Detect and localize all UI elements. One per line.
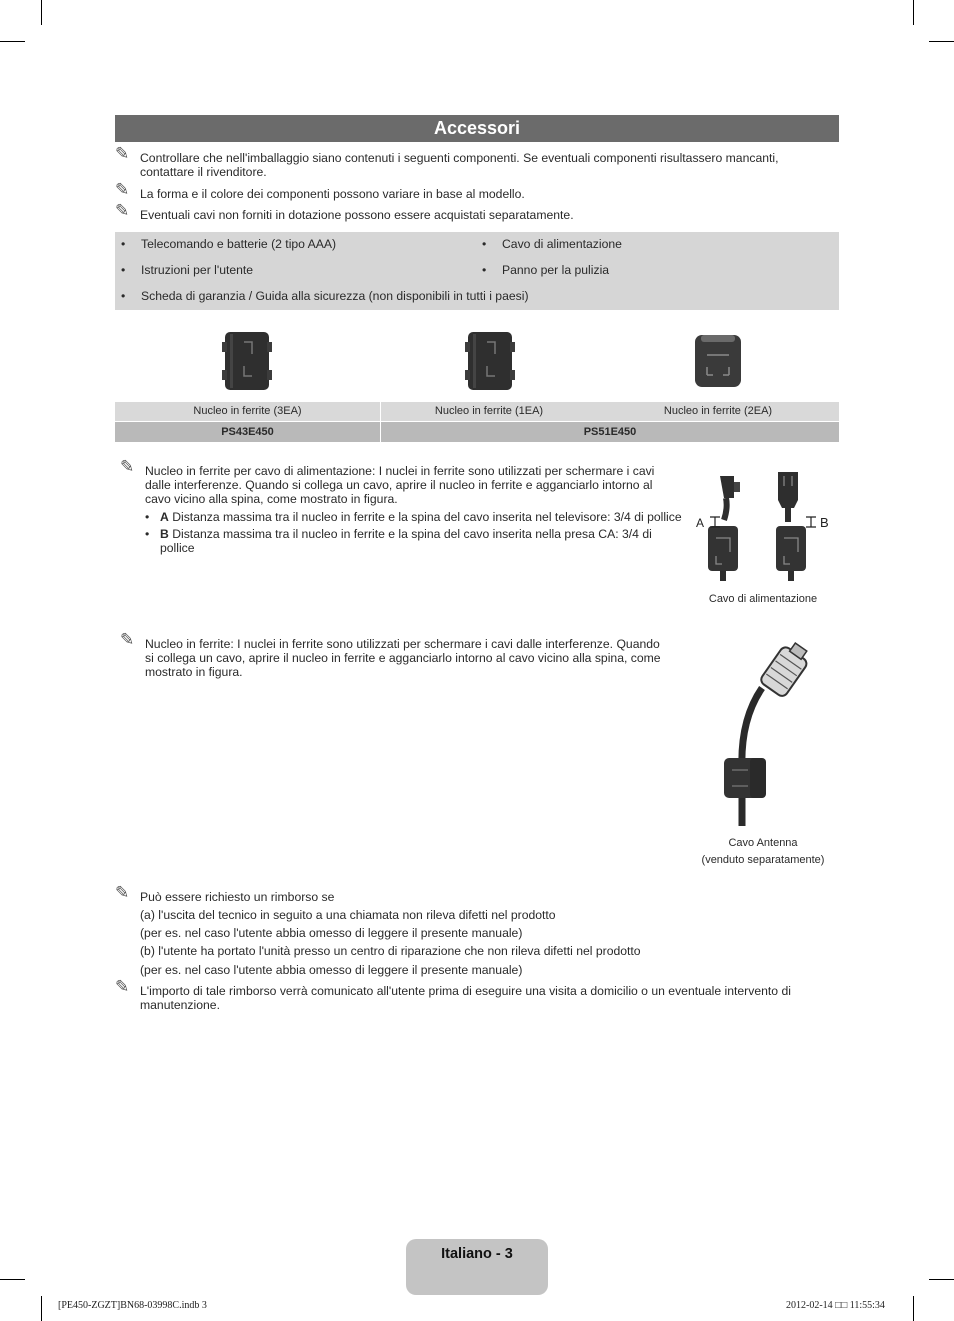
sub-item-text: Distanza massima tra il nucleo in ferrite e la spina del cavo inserita nel televisore: 3/4 di pollice bbox=[172, 510, 682, 524]
print-slug-left: [PE450-ZGZT]BN68-03998C.indb 3 bbox=[58, 1300, 207, 1311]
note-line: Nucleo in ferrite per cavo di alimentazione: I nuclei in ferrite sono utilizzati per schermare i cavi bbox=[145, 464, 655, 478]
power-cord-illustration bbox=[692, 468, 832, 583]
list-item: (per es. nel caso l'utente abbia omesso di leggere il presente manuale) bbox=[140, 926, 523, 940]
label-a-figure: A bbox=[696, 516, 705, 530]
note-line: Eventuali cavi non forniti in dotazione possono essere acquistati separatamente. bbox=[140, 208, 574, 222]
bullet: • bbox=[121, 263, 126, 277]
pencil-note-icon: ✎ bbox=[115, 977, 130, 997]
accessory-label: Panno per la pulizia bbox=[502, 263, 610, 277]
label-b-figure: B bbox=[820, 515, 829, 530]
note-line: La forma e il colore dei componenti possono variare in base al modello. bbox=[140, 187, 525, 201]
page-number-tab bbox=[406, 1239, 548, 1295]
note-line: si collega un cavo, aprire il nucleo in ferrite e agganciarlo intorno al cavo vicino alla spina, come bbox=[145, 651, 661, 665]
list-item: (b) l'utente ha portato l'unità presso un centro di riparazione che non rileva difetti nel prodotto bbox=[140, 944, 641, 958]
ferrite-core-image bbox=[693, 333, 743, 389]
table-cell: Nucleo in ferrite (3EA) bbox=[193, 405, 302, 417]
sub-item-a bbox=[160, 510, 682, 524]
figure-caption: (venduto separatamente) bbox=[701, 854, 825, 866]
accessory-label: Telecomando e batterie (2 tipo AAA) bbox=[141, 237, 337, 251]
bullet: • bbox=[482, 263, 487, 277]
crop-mark bbox=[929, 1279, 954, 1280]
ferrite-core-image bbox=[222, 330, 272, 392]
note-shape-color bbox=[115, 180, 839, 203]
pencil-note-icon: ✎ bbox=[115, 201, 130, 221]
ferrite-core-image bbox=[465, 330, 515, 392]
print-slug-right: 2012-02-14 □□ 11:55:34 bbox=[786, 1300, 885, 1311]
page-number: Italiano - 3 bbox=[441, 1246, 513, 1262]
crop-mark bbox=[913, 0, 914, 25]
figure-caption: Cavo di alimentazione bbox=[708, 593, 818, 605]
note-power-ferrite bbox=[120, 457, 682, 559]
antenna-cable-illustration bbox=[710, 640, 820, 830]
model-cell: PS43E450 bbox=[221, 426, 274, 438]
table-row bbox=[115, 402, 839, 421]
sub-item-b bbox=[160, 527, 652, 541]
figure-caption: Cavo Antenna bbox=[728, 837, 798, 849]
note-line: manutenzione. bbox=[140, 998, 220, 1012]
note-line: cavo vicino alla spina, come mostrato in figura. bbox=[145, 492, 398, 506]
crop-mark bbox=[913, 1296, 914, 1321]
pencil-note-icon: ✎ bbox=[120, 457, 135, 477]
bullet: • bbox=[482, 237, 487, 251]
crop-mark bbox=[929, 41, 954, 42]
table-cell: Nucleo in ferrite (1EA) bbox=[434, 405, 544, 417]
accessory-label: Scheda di garanzia / Guida alla sicurezza (non disponibili in tutti i paesi) bbox=[141, 289, 529, 303]
crop-mark bbox=[0, 41, 25, 42]
note-line: L'importo di tale rimborso verrà comunicato all'utente prima di eseguire una visita a domicilio o un eventuale intervento di bbox=[140, 984, 791, 998]
note-refund bbox=[115, 883, 839, 906]
pencil-note-icon: ✎ bbox=[115, 883, 130, 903]
note-components bbox=[115, 144, 839, 181]
table-row bbox=[115, 422, 839, 442]
pencil-note-icon: ✎ bbox=[120, 630, 135, 650]
list-item: (a) l'uscita del tecnico in seguito a una chiamata non rileva difetti nel prodotto bbox=[140, 908, 556, 922]
note-line: Nucleo in ferrite: I nuclei in ferrite sono utilizzati per schermare i cavi dalle interferenze. Quando bbox=[145, 637, 660, 651]
note-line: Può essere richiesto un rimborso se bbox=[140, 890, 335, 904]
crop-mark bbox=[0, 1279, 25, 1280]
section-title: Accessori bbox=[115, 115, 839, 142]
pencil-note-icon: ✎ bbox=[115, 180, 130, 200]
bullet: • bbox=[145, 527, 150, 541]
accessory-label: Istruzioni per l'utente bbox=[141, 263, 254, 277]
bullet: • bbox=[145, 510, 150, 524]
note-line: Controllare che nell'imballaggio siano contenuti i seguenti componenti. Se eventuali componenti risultassero mancanti, bbox=[140, 151, 779, 165]
pencil-note-icon: ✎ bbox=[115, 144, 130, 164]
label-b: B bbox=[160, 527, 169, 541]
crop-mark bbox=[41, 0, 42, 25]
note-cables bbox=[115, 201, 839, 224]
bullet: • bbox=[121, 289, 126, 303]
sub-item-text: Distanza massima tra il nucleo in ferrite e la spina del cavo inserita nella presa CA: 3/4 di bbox=[172, 527, 652, 541]
list-item: (per es. nel caso l'utente abbia omesso di leggere il presente manuale) bbox=[140, 963, 523, 977]
table-cell: Nucleo in ferrite (2EA) bbox=[663, 405, 773, 417]
bullet: • bbox=[121, 237, 126, 251]
divider bbox=[380, 402, 381, 442]
note-antenna-ferrite bbox=[120, 630, 680, 682]
sub-item-text: pollice bbox=[160, 541, 195, 555]
note-refund-cost bbox=[115, 977, 839, 1014]
note-line: mostrato in figura. bbox=[145, 665, 243, 679]
crop-mark bbox=[41, 1296, 42, 1321]
label-a: A bbox=[160, 510, 169, 524]
note-line: contattare il rivenditore. bbox=[140, 165, 267, 179]
model-cell: PS51E450 bbox=[583, 426, 637, 438]
accessories-list bbox=[115, 232, 839, 310]
accessory-label: Cavo di alimentazione bbox=[502, 237, 622, 251]
note-line: dalle interferenze. Quando si collega un cavo, aprire il nucleo in ferrite e agganciarlo intorno al bbox=[145, 478, 653, 492]
